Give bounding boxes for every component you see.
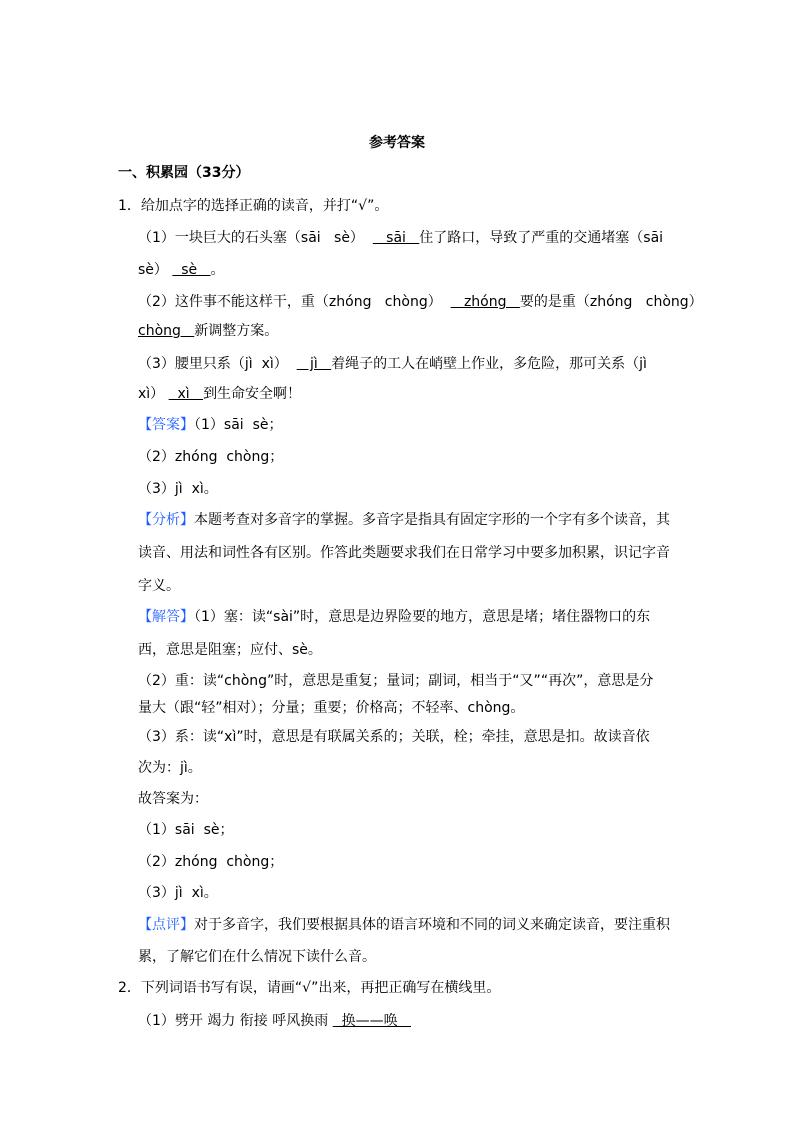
comment-tag: 【点评】 <box>138 917 194 933</box>
solution-tag: 【解答】 <box>138 609 194 625</box>
solution-line-6: 次为：jì。 <box>138 760 202 776</box>
text: （1）一块巨大的石头塞（sāi sè） <box>138 230 373 246</box>
solution-line-2: 西，意思是阻塞；应付、sè。 <box>138 642 322 658</box>
answer-line-1 <box>138 416 282 434</box>
solution-line-1 <box>138 608 650 626</box>
q1-item-3-line2 <box>138 385 301 403</box>
answer-tag: 【答案】 <box>138 417 194 433</box>
text: （1）劈开 竭力 衔接 呼风换雨 <box>138 1013 333 1029</box>
analysis-tag: 【分析】 <box>138 512 194 528</box>
text: 新调整方案。 <box>194 323 279 339</box>
answer-line-2: （2）zhóng chòng； <box>138 449 284 465</box>
q2-item-1 <box>138 1012 411 1030</box>
solution-line-9: （2）zhóng chòng； <box>138 854 284 870</box>
answer-blank: chòng <box>138 323 195 339</box>
solution-line-7: 故答案为： <box>138 791 208 807</box>
analysis-line-3: 字义。 <box>138 578 180 594</box>
text: 着绳子的工人在峭壁上作业，多危险，那可关系（jì <box>331 356 647 372</box>
comment-line-2: 累，了解它们在什么情况下读什么音。 <box>138 949 376 965</box>
text: （1）塞：读“sài”时，意思是边界险要的地方，意思是堵；堵住器物口的东 <box>194 609 651 625</box>
text: xì） <box>138 386 169 402</box>
analysis-line-1 <box>138 511 670 529</box>
analysis-line-2: 读音、用法和词性各有区别。作答此类题要求我们在日常学习中要多加积累，识记字音 <box>138 545 670 561</box>
text: 对于多音字，我们要根据具体的语言环境和不同的词义来确定读音，要注重积 <box>194 917 670 933</box>
section-heading: 一、积累园（33分） <box>118 165 250 181</box>
question-2-stem: 2．下列词语书写有误，请画“√”出来，再把正确写在横线里。 <box>118 980 501 996</box>
text: （2）这件事不能这样干，重（zhóng chòng） <box>138 294 451 310</box>
answer-blank: sāi <box>372 230 420 246</box>
text: （1）sāi sè； <box>194 417 283 433</box>
text: 要的是重（zhóng chòng） <box>519 294 703 310</box>
q1-item-1-line1 <box>138 229 663 247</box>
text: 本题考查对多音字的掌握。多音字是指具有固定字形的一个字有多个读音，其 <box>194 512 670 528</box>
solution-line-3: （2）重：读“chòng”时，意思是重复；量词；副词，相当于“又”“再次”，意思是分 <box>138 673 654 689</box>
answer-blank: xì <box>168 386 204 402</box>
q1-item-2-line2 <box>138 322 278 340</box>
answer-blank: 换——唤 <box>332 1013 411 1029</box>
answer-blank: zhóng <box>450 294 520 310</box>
solution-line-5: （3）系：读“xì”时，意思是有联属关系的；关联，栓；牵挂，意思是扣。故读音依 <box>138 729 650 745</box>
text: 。 <box>210 262 225 278</box>
page-title: 参考答案 <box>369 135 425 151</box>
q1-item-2-line1 <box>138 293 703 311</box>
q1-item-1-line2 <box>138 261 225 279</box>
comment-line-1 <box>138 916 670 934</box>
text: 到生命安全啊！ <box>203 386 302 402</box>
text: （3）腰里只系（jì xì） <box>138 356 297 372</box>
answer-line-3: （3）jì xì。 <box>138 481 218 497</box>
q1-item-3-line1 <box>138 355 647 373</box>
answer-blank: jì <box>296 356 332 372</box>
solution-line-4: 量大（跟“轻”相对）；分量；重要；价格高；不轻率、chòng。 <box>138 700 525 716</box>
answer-blank: sè <box>172 262 211 278</box>
solution-line-10: （3）jì xì。 <box>138 885 218 901</box>
question-1-stem: 1．给加点字的选择正确的读音，并打“√”。 <box>118 198 389 214</box>
text: 住了路口，导致了严重的交通堵塞（sāi <box>419 230 664 246</box>
solution-line-8: （1）sāi sè； <box>138 822 234 838</box>
text: sè） <box>138 262 173 278</box>
